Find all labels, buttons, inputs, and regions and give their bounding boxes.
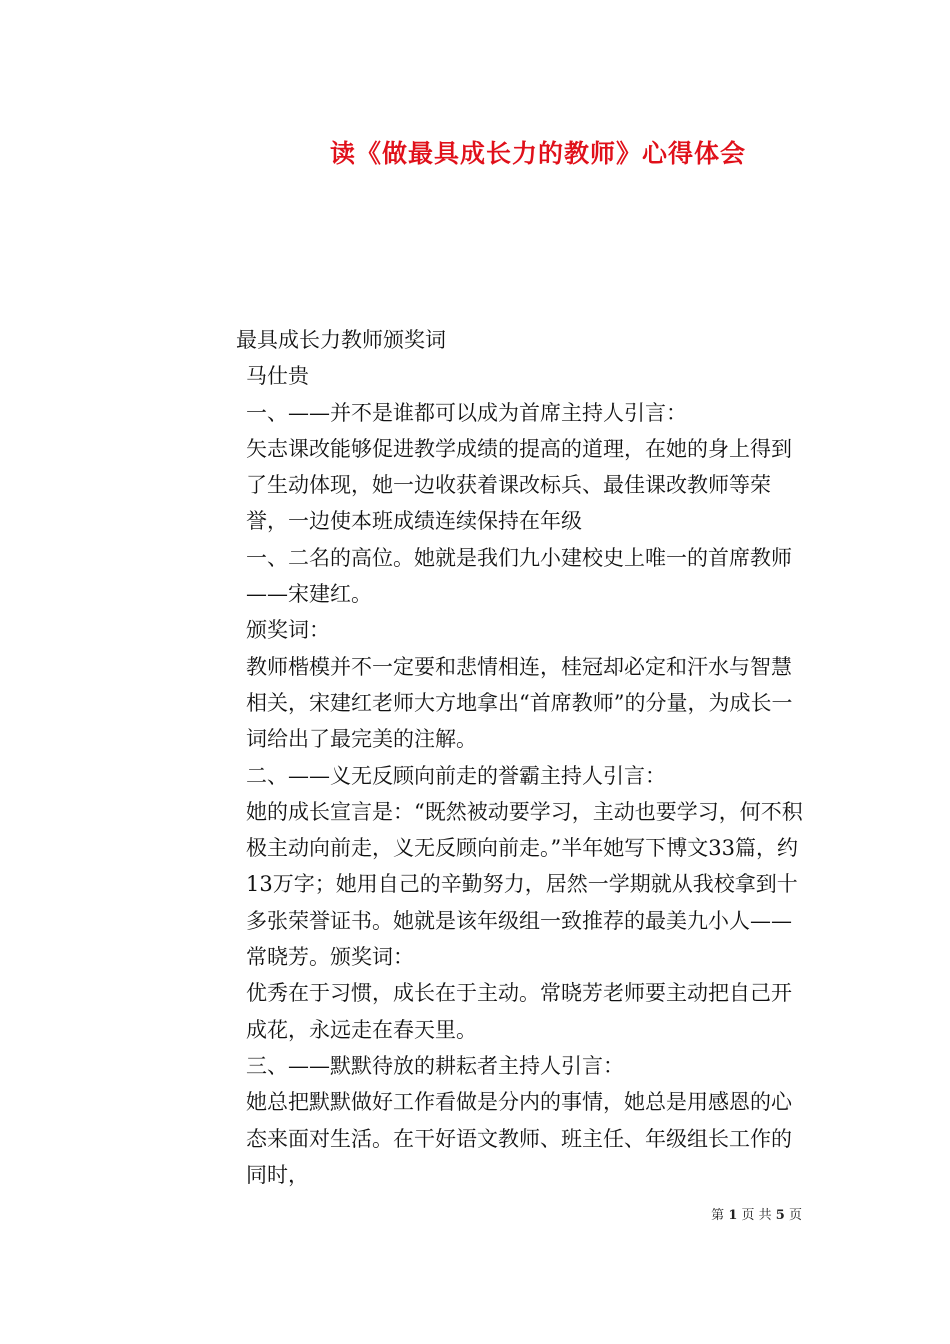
- footer-suffix: 页: [788, 1208, 802, 1223]
- total-page-number: 5: [775, 1208, 785, 1223]
- footer-prefix: 第: [711, 1208, 725, 1223]
- document-title: 读《做最具成长力的教师》心得体会: [329, 139, 746, 168]
- current-page-number: 1: [728, 1208, 738, 1223]
- section-heading-1: 一、——并不是谁都可以成为首席主持人引言：: [246, 400, 687, 425]
- paragraph: 教师楷模并不一定要和悲情相连，桂冠却必定和汗水与智慧相关，宋建红老师大方地拿出“首席教师”的分量，为成长一词给出了最完美的注解。: [246, 654, 793, 752]
- paragraph: 她的成长宣言是：“既然被动要学习，主动也要学习，何不积极主动向前走，义无反顾向前走。”半年她写下博文33篇，约13万字；她用自己的辛勤努力，居然一学期就从我校拿到十多张荣誉证书。她就是该年级组一致推荐的最美九小人——常晓芳。颁奖词：: [246, 799, 803, 970]
- footer-middle: 页 共: [741, 1208, 772, 1223]
- paragraph: 矢志课改能够促进教学成绩的提高的道理，在她的身上得到了生动体现，她一边收获着课改标兵、最佳课改教师等荣誉，一边使本班成绩连续保持在年级: [246, 436, 792, 534]
- section-heading-2: 二、——义无反顾向前走的誉霸主持人引言：: [246, 763, 666, 788]
- author-name: 马仕贵: [246, 364, 309, 389]
- section-heading-3: 三、——默默待放的耕耘者主持人引言：: [246, 1053, 624, 1078]
- paragraph: 一、二名的高位。她就是我们九小建校史上唯一的首席教师——宋建红。: [246, 545, 792, 607]
- award-label: 颁奖词：: [246, 618, 330, 643]
- paragraph: 优秀在于习惯，成长在于主动。常晓芳老师要主动把自己开成花，永远走在春天里。: [246, 981, 792, 1042]
- award-heading: 最具成长力教师颁奖词: [236, 328, 446, 352]
- paragraph: 她总把默默做好工作看做是分内的事情，她总是用感恩的心态来面对生活。在干好语文教师、班主任、年级组长工作的同时，: [246, 1090, 792, 1187]
- page-footer: [711, 1204, 802, 1223]
- document-body: [145, 322, 811, 1193]
